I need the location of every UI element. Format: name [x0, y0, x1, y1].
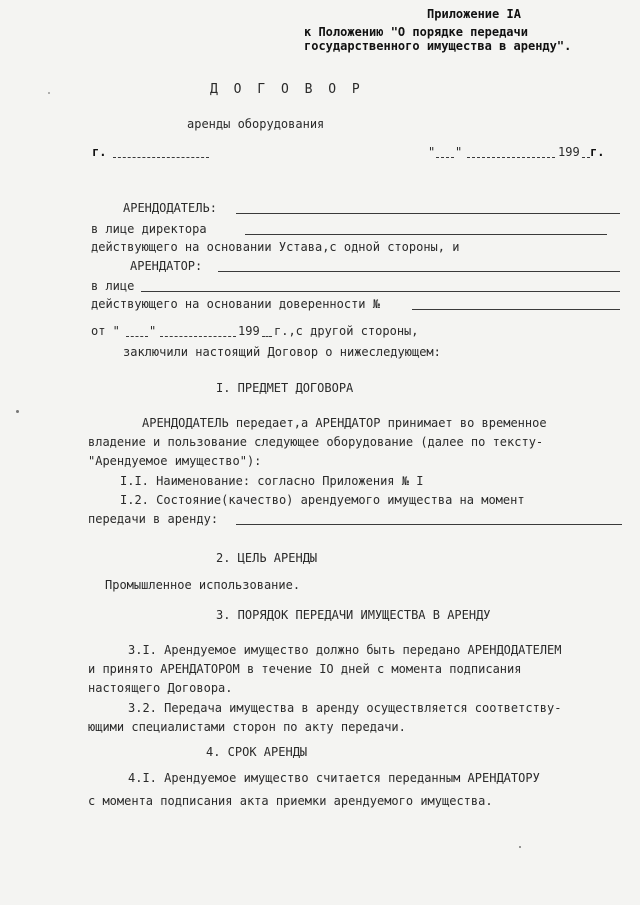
section-1-para-2: владение и пользование следующее оборудование (далее по тексту-: [88, 435, 544, 449]
section-3-1-line-b: и принято АРЕНДАТОРОМ в течение IO дней с момента подписания: [88, 662, 522, 676]
section-1-item-2b: передачи в аренду:: [88, 512, 219, 526]
section-3-1-line-c: настоящего Договора.: [88, 681, 233, 695]
date-year: 199: [558, 145, 580, 159]
acting-charter: действующего на основании Устава,с одной стороны, и: [91, 240, 460, 254]
in-person-director: в лице директора: [91, 222, 207, 236]
lessor-blank: [236, 213, 620, 214]
section-3-heading: 3. ПОРЯДОК ПЕРЕДАЧИ ИМУЩЕСТВА В АРЕНДУ: [216, 608, 491, 622]
from-year: 199: [238, 324, 260, 338]
date-month-blank: [467, 157, 555, 158]
scan-speck: [16, 410, 19, 413]
power-number-blank: [412, 309, 620, 310]
condition-blank: [236, 524, 622, 525]
date-year-blank: [582, 157, 590, 158]
section-4-1-line-b: с момента подписания акта приемки арендуемого имущества.: [88, 794, 493, 808]
date-open-quote: ": [428, 145, 436, 159]
section-4-heading: 4. СРОК АРЕНДЫ: [206, 745, 308, 759]
appendix-line-2: государственного имущества в аренду".: [304, 39, 572, 53]
from-date-open: от ": [91, 324, 120, 338]
section-3-2-line-b: ющими специалистами сторон по акту передачи.: [88, 720, 406, 734]
from-year-blank: [262, 336, 272, 337]
section-2-text: Промышленное использование.: [105, 578, 301, 592]
lessee-label: АРЕНДАТОР:: [130, 259, 203, 273]
contract-heading: Д О Г О В О Р: [210, 82, 364, 97]
lessee-blank: [218, 271, 620, 272]
section-3-1-line-a: 3.I. Арендуемое имущество должно быть передано АРЕНДОДАТЕЛЕМ: [128, 643, 562, 657]
person-blank: [141, 291, 620, 292]
section-4-1-line-a: 4.I. Арендуемое имущество считается переданным АРЕНДАТОРУ: [128, 771, 540, 785]
section-2-heading: 2. ЦЕЛЬ АРЕНДЫ: [216, 551, 318, 565]
scan-speck: [48, 92, 50, 94]
from-date-close: ": [149, 324, 157, 338]
section-1-heading: I. ПРЕДМЕТ ДОГОВОРА: [216, 381, 354, 395]
appendix-title: Приложение IA: [427, 7, 521, 21]
from-day-blank: [126, 336, 148, 337]
from-rest: г.,с другой стороны,: [274, 324, 419, 338]
date-close-quote: ": [455, 145, 463, 159]
section-3-2-line-a: 3.2. Передача имущества в аренду осуществляется соответству-: [128, 701, 562, 715]
section-1-para-3: "Арендуемое имущество"):: [88, 454, 262, 468]
acting-power: действующего на основании доверенности №: [91, 297, 380, 311]
contract-subheading: аренды оборудования: [187, 117, 325, 131]
section-1-item-1: I.I. Наименование: согласно Приложения № I: [120, 474, 424, 488]
section-1-item-2: I.2. Состояние(качество) арендуемого имущества на момент: [120, 493, 525, 507]
from-month-blank: [160, 336, 236, 337]
section-1-para-1: АРЕНДОДАТЕЛЬ передает,а АРЕНДАТОР принимает во временное: [142, 416, 547, 430]
city-blank: [113, 157, 209, 158]
scan-speck: [519, 846, 521, 848]
lessor-label: АРЕНДОДАТЕЛЬ:: [123, 201, 217, 215]
date-day-blank: [436, 157, 454, 158]
appendix-line-1: к Положению "О порядке передачи: [304, 25, 528, 39]
date-year-suffix: г.: [590, 145, 605, 159]
concluded-text: заключили настоящий Договор о нижеследующем:: [123, 345, 441, 359]
city-prefix: г.: [92, 145, 107, 159]
director-blank: [245, 234, 607, 235]
in-person: в лице: [91, 279, 135, 293]
